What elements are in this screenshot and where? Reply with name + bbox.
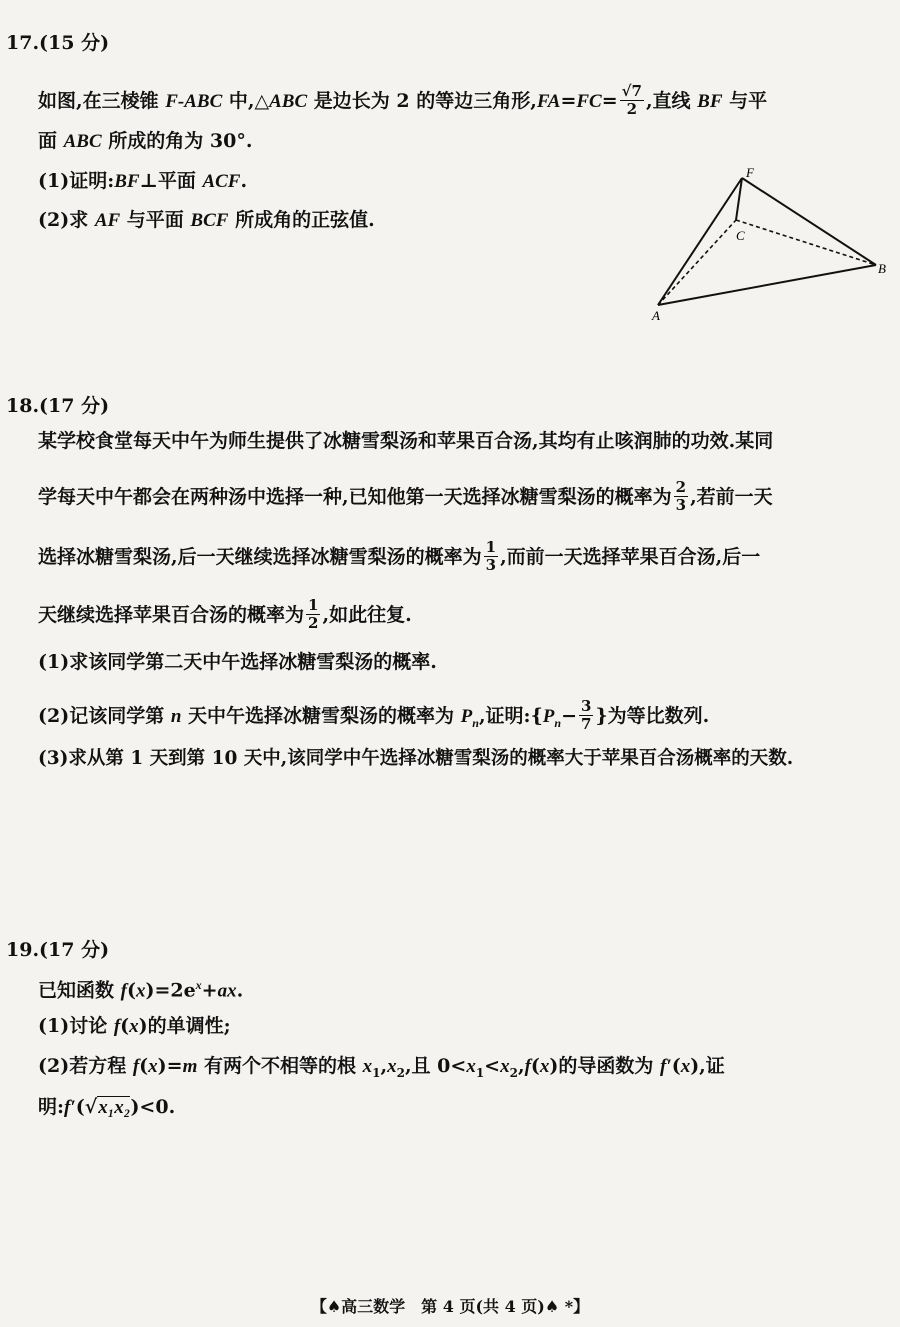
- fraction-3-7: $\frac{3}{7}$: [581, 697, 592, 733]
- q17-heading: 17.(15 分): [6, 32, 110, 54]
- edge-FB: [742, 178, 876, 265]
- edge-CB: [736, 220, 876, 265]
- fraction-2-3: $\frac{2}{3}$: [675, 478, 687, 514]
- label-F: F: [746, 165, 754, 180]
- q17-part1: (1)证明:BF⊥平面 ACF.: [38, 170, 248, 192]
- tetrahedron-figure: [648, 165, 898, 325]
- q17-stem-line2: 面 ABC 所成的角为 30°.: [38, 130, 253, 152]
- q19-part1: (1)讨论 f(x)的单调性;: [38, 1015, 231, 1037]
- q18-line4: 天继续选择苹果百合汤的概率为 $\frac{1}{2}$ ,如此往复.: [38, 596, 412, 632]
- q17-stem-line1: 如图,在三棱锥 F-ABC 中,△ABC 是边长为 2 的等边三角形,FA=FC= $\frac{√7}{2}$ ,直线 BF 与平: [38, 82, 768, 118]
- fraction-1-2: $\frac{1}{2}$: [308, 596, 319, 632]
- q18-part3: (3)求从第 1 天到第 10 天中,该同学中午选择冰糖雪梨汤的概率大于苹果百合汤概率的天数.: [38, 748, 794, 769]
- label-B: B: [878, 261, 886, 276]
- q19-part2: (2)若方程 f(x)=m 有两个不相等的根 $x_1,x_2$,且 $0<x_1<x_2,f(x)$的导函数为 f′(x),证: [38, 1055, 725, 1080]
- edge-AB: [658, 265, 876, 305]
- q19-line1: 已知函数 $f(x)=2e^x+ax$.: [38, 978, 244, 1002]
- label-C: C: [736, 228, 745, 243]
- q19-heading: 19.(17 分): [6, 939, 110, 961]
- q18-line1: 某学校食堂每天中午为师生提供了冰糖雪梨汤和苹果百合汤,其均有止咳润肺的功效.某同: [38, 430, 774, 452]
- q18-part1: (1)求该同学第二天中午选择冰糖雪梨汤的概率.: [38, 651, 437, 673]
- page-footer: 【♠高三数学 第 4 页(共 4 页)♠ *】: [310, 1297, 590, 1316]
- q18-line2: 学每天中午都会在两种汤中选择一种,已知他第一天选择冰糖雪梨汤的概率为 $\frac{2}{3}$ ,若前一天: [38, 478, 773, 514]
- fraction-1-3: $\frac{1}{3}$: [485, 538, 497, 574]
- q18-part2: (2)记该同学第 n 天中午选择冰糖雪梨汤的概率为 $P_n$,证明$:\{P_n-$ $\frac{3}{7}$ }为等比数列.: [38, 697, 710, 733]
- label-A: A: [652, 308, 660, 323]
- edge-FA: [658, 178, 742, 305]
- q18-heading: 18.(17 分): [6, 395, 110, 417]
- q18-line3: 选择冰糖雪梨汤,后一天继续选择冰糖雪梨汤的概率为 $\frac{1}{3}$ ,而前一天选择苹果百合汤,后一: [38, 538, 761, 574]
- q17-part2: (2)求 AF 与平面 BCF 所成角的正弦值.: [38, 209, 375, 231]
- fraction-sqrt7-over-2: $\frac{√7}{2}$: [621, 82, 642, 118]
- sqrt-x1x2: √ x₁x₂: [85, 1096, 131, 1118]
- q19-part2-line2: 明:f′(√ x₁x₂)<0.: [38, 1098, 175, 1117]
